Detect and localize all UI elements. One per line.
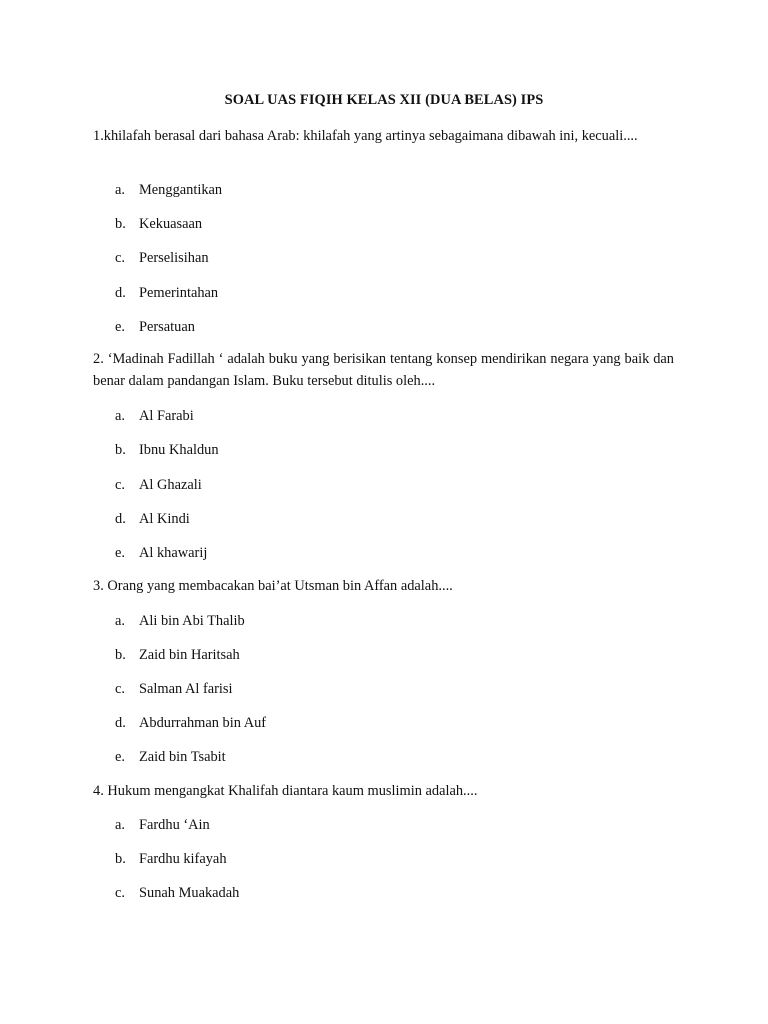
option-letter: c. — [115, 250, 125, 266]
option-text: Zaid bin Haritsah — [139, 647, 240, 663]
q1-option-a — [115, 181, 222, 199]
option-letter: d. — [115, 285, 126, 301]
q4-option-c — [115, 884, 239, 902]
q3-option-b — [115, 646, 240, 664]
option-text: Persatuan — [139, 319, 195, 335]
q4-option-a — [115, 816, 210, 834]
option-letter: a. — [115, 408, 125, 424]
option-text: Ibnu Khaldun — [139, 442, 219, 458]
option-letter: b. — [115, 647, 126, 663]
q3-option-e — [115, 748, 226, 766]
option-letter: b. — [115, 442, 126, 458]
option-letter: c. — [115, 885, 125, 901]
q1-option-b — [115, 215, 202, 233]
option-letter: d. — [115, 511, 126, 527]
option-text: Fardhu kifayah — [139, 851, 227, 867]
option-text: Perselisihan — [139, 250, 209, 266]
document-title: SOAL UAS FIQIH KELAS XII (DUA BELAS) IPS — [224, 92, 544, 108]
q1-option-c — [115, 249, 209, 267]
option-letter: e. — [115, 319, 125, 335]
option-letter: a. — [115, 182, 125, 198]
q2-option-a — [115, 407, 194, 425]
option-text: Fardhu ‘Ain — [139, 817, 210, 833]
option-text: Al khawarij — [139, 545, 208, 561]
option-text: Al Ghazali — [139, 477, 202, 493]
option-text: Kekuasaan — [139, 216, 203, 232]
q3-option-a — [115, 612, 245, 630]
option-text: Sunah Muakadah — [139, 885, 240, 901]
question-1: 1.khilafah berasal dari bahasa Arab: khilafah yang artinya sebagaimana dibawah ini, kecuali.... — [93, 128, 638, 144]
q2-option-b — [115, 441, 219, 459]
option-letter: a. — [115, 817, 125, 833]
option-text: Abdurrahman bin Auf — [139, 715, 267, 731]
question-2: 2. ‘Madinah Fadillah ‘ adalah buku yang berisikan tentang konsep mendirikan negara yang baik dan benar dalam pandangan Islam. Buku tersebut ditulis oleh.... — [93, 351, 674, 389]
question-3: 3. Orang yang membacakan bai’at Utsman bin Affan adalah.... — [93, 578, 453, 594]
option-text: Zaid bin Tsabit — [139, 749, 226, 765]
option-text: Al Kindi — [139, 511, 190, 527]
option-letter: c. — [115, 681, 125, 697]
option-text: Salman Al farisi — [139, 681, 233, 697]
q2-option-e — [115, 544, 207, 562]
q4-option-b — [115, 850, 227, 868]
option-letter: a. — [115, 613, 125, 629]
option-letter: d. — [115, 715, 126, 731]
option-letter: e. — [115, 749, 125, 765]
option-letter: b. — [115, 216, 126, 232]
q2-option-d — [115, 510, 190, 528]
question-4: 4. Hukum mengangkat Khalifah diantara kaum muslimin adalah.... — [93, 783, 478, 799]
q1-option-d — [115, 284, 218, 302]
option-letter: e. — [115, 545, 125, 561]
option-text: Al Farabi — [139, 408, 194, 424]
q3-option-d — [115, 714, 266, 732]
q1-option-e — [115, 318, 195, 336]
option-text: Pemerintahan — [139, 285, 219, 301]
option-text: Menggantikan — [139, 182, 223, 198]
option-letter: b. — [115, 851, 126, 867]
q3-option-c — [115, 680, 233, 698]
q2-option-c — [115, 476, 202, 494]
option-letter: c. — [115, 477, 125, 493]
option-text: Ali bin Abi Thalib — [139, 613, 245, 629]
